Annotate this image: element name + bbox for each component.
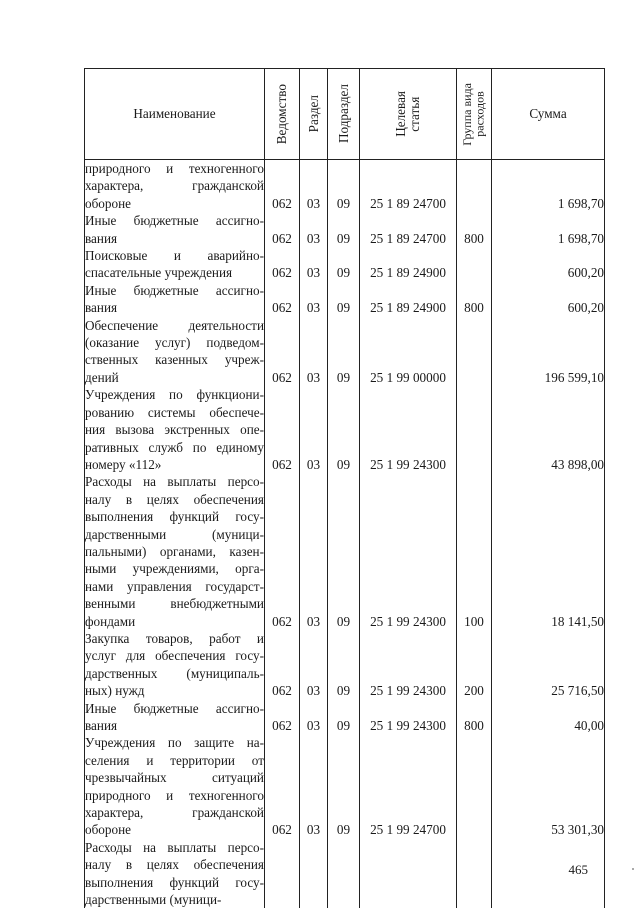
row-name-line: выполнения функций госу- [85,508,264,525]
row-name-line: фондами [85,613,264,630]
row-gruppa [457,839,492,908]
row-vedomstvo: 062 [265,700,300,735]
row-razdel: 03 [300,630,328,700]
header-name: Наименование [85,69,265,160]
row-podrazdel [328,839,360,908]
table-row [85,386,605,473]
row-razdel: 03 [300,473,328,630]
header-gruppa-vida-rashodov: Группа вида расходов [457,69,492,160]
row-podrazdel: 09 [328,473,360,630]
row-gruppa [457,386,492,473]
row-name [85,317,265,387]
row-summa: 600,20 [492,282,605,317]
row-name-line: Расходы на выплаты персо- [85,473,264,490]
row-summa: 1 698,70 [492,160,605,213]
row-name-line: ния вызова экстренных опе- [85,421,264,438]
row-name-line: ственных казенных учреж- [85,351,264,368]
row-name-line: селения и территории от [85,752,264,769]
header-summa: Сумма [492,69,605,160]
table-row [85,734,605,838]
row-name-line: пальными) органами, казен- [85,543,264,560]
table-row [85,630,605,700]
row-vedomstvo: 062 [265,630,300,700]
row-name-line: Закупка товаров, работ и [85,630,264,647]
row-celevaya-statya [360,839,457,908]
row-summa: 53 301,30 [492,734,605,838]
row-podrazdel: 09 [328,212,360,247]
row-gruppa: 100 [457,473,492,630]
header-podrazdel: Подраздел [328,69,360,160]
row-name-line: характера, гражданской [85,804,264,821]
row-razdel: 03 [300,317,328,387]
row-celevaya-statya: 25 1 89 24900 [360,247,457,282]
row-celevaya-statya: 25 1 99 24700 [360,734,457,838]
row-razdel: 03 [300,734,328,838]
row-gruppa [457,317,492,387]
row-name-line: венными внебюджетными [85,595,264,612]
row-gruppa: 800 [457,282,492,317]
row-celevaya-statya: 25 1 89 24700 [360,160,457,213]
row-name-line: Поисковые и аварийно- [85,247,264,264]
row-name-line: Иные бюджетные ассигно- [85,212,264,229]
row-razdel [300,839,328,908]
row-summa: 25 716,50 [492,630,605,700]
table-row [85,160,605,213]
table-row [85,212,605,247]
row-summa: 1 698,70 [492,212,605,247]
budget-table [84,68,605,908]
row-name [85,630,265,700]
row-name [85,700,265,735]
row-podrazdel: 09 [328,630,360,700]
row-podrazdel: 09 [328,282,360,317]
row-gruppa [457,734,492,838]
row-name [85,212,265,247]
row-vedomstvo: 062 [265,317,300,387]
header-celevaya-statya: Целевая статья [360,69,457,160]
row-celevaya-statya: 25 1 99 24300 [360,630,457,700]
row-gruppa: 200 [457,630,492,700]
row-name-line: Учреждения по защите на- [85,734,264,751]
row-summa: 40,00 [492,700,605,735]
row-name-line: ных) нужд [85,682,264,699]
row-name-line: выполнения функций госу- [85,874,264,891]
row-summa: 43 898,00 [492,386,605,473]
header-razdel: Раздел [300,69,328,160]
row-name [85,282,265,317]
row-podrazdel: 09 [328,700,360,735]
row-celevaya-statya: 25 1 99 24300 [360,473,457,630]
row-summa: 18 141,50 [492,473,605,630]
row-vedomstvo: 062 [265,473,300,630]
row-name-line: Учреждения по функциони- [85,386,264,403]
table-row [85,839,605,908]
row-name-line: чрезвычайных ситуаций [85,769,264,786]
row-name-line: дарственными (муници- [85,891,264,908]
row-celevaya-statya: 25 1 89 24700 [360,212,457,247]
row-vedomstvo: 062 [265,160,300,213]
row-podrazdel: 09 [328,317,360,387]
row-vedomstvo: 062 [265,734,300,838]
header-vedomstvo: Ведомство [265,69,300,160]
row-name [85,160,265,213]
table-row [85,700,605,735]
table-header-row [85,69,605,160]
row-name-line: характера, гражданской [85,177,264,194]
row-podrazdel: 09 [328,247,360,282]
row-name [85,839,265,908]
row-name-line: рованию системы обеспече- [85,404,264,421]
row-razdel: 03 [300,160,328,213]
row-summa: 196 599,10 [492,317,605,387]
row-celevaya-statya: 25 1 89 24900 [360,282,457,317]
row-vedomstvo: 062 [265,247,300,282]
row-name-line: нами управления государст- [85,578,264,595]
table-row [85,473,605,630]
row-name-line: ративных служб по единому [85,439,264,456]
row-podrazdel: 09 [328,386,360,473]
row-razdel: 03 [300,247,328,282]
row-vedomstvo: 062 [265,282,300,317]
row-gruppa: 800 [457,212,492,247]
row-name-line: услуг для обеспечения госу- [85,647,264,664]
row-gruppa [457,160,492,213]
row-celevaya-statya: 25 1 99 24300 [360,700,457,735]
row-razdel: 03 [300,282,328,317]
row-podrazdel: 09 [328,160,360,213]
row-name-line: спасательные учреждения [85,264,264,281]
row-name-line: обороне [85,195,264,212]
row-name-line: вания [85,717,264,734]
scan-mark [632,868,634,870]
row-name-line: Обеспечение деятельности [85,317,264,334]
row-name-line: дарственных (муниципаль- [85,665,264,682]
row-name-line: вания [85,230,264,247]
table-row [85,282,605,317]
table-body [85,160,605,908]
row-vedomstvo: 062 [265,212,300,247]
row-name-line: номеру «112» [85,456,264,473]
row-gruppa [457,247,492,282]
row-name-line: обороне [85,821,264,838]
row-name [85,247,265,282]
table-row [85,317,605,387]
row-razdel: 03 [300,212,328,247]
page-number: 465 [569,862,589,878]
row-name [85,386,265,473]
row-vedomstvo [265,839,300,908]
row-name-line: Расходы на выплаты персо- [85,839,264,856]
row-name-line: дарственными (муници- [85,526,264,543]
row-celevaya-statya: 25 1 99 24300 [360,386,457,473]
row-razdel: 03 [300,386,328,473]
row-name-line: дений [85,369,264,386]
row-name-line: вания [85,299,264,316]
table-row [85,247,605,282]
row-name-line: налу в целях обеспечения [85,856,264,873]
row-name-line: ными учреждениями, орга- [85,560,264,577]
row-name-line: природного и техногенного [85,787,264,804]
row-name-line: налу в целях обеспечения [85,491,264,508]
row-vedomstvo: 062 [265,386,300,473]
row-podrazdel: 09 [328,734,360,838]
row-gruppa: 800 [457,700,492,735]
row-celevaya-statya: 25 1 99 00000 [360,317,457,387]
row-name [85,473,265,630]
row-name-line: Иные бюджетные ассигно- [85,282,264,299]
row-name-line: Иные бюджетные ассигно- [85,700,264,717]
row-summa: 600,20 [492,247,605,282]
row-name-line: природного и техногенного [85,160,264,177]
row-name-line: (оказание услуг) подведом- [85,334,264,351]
row-razdel: 03 [300,700,328,735]
row-name [85,734,265,838]
